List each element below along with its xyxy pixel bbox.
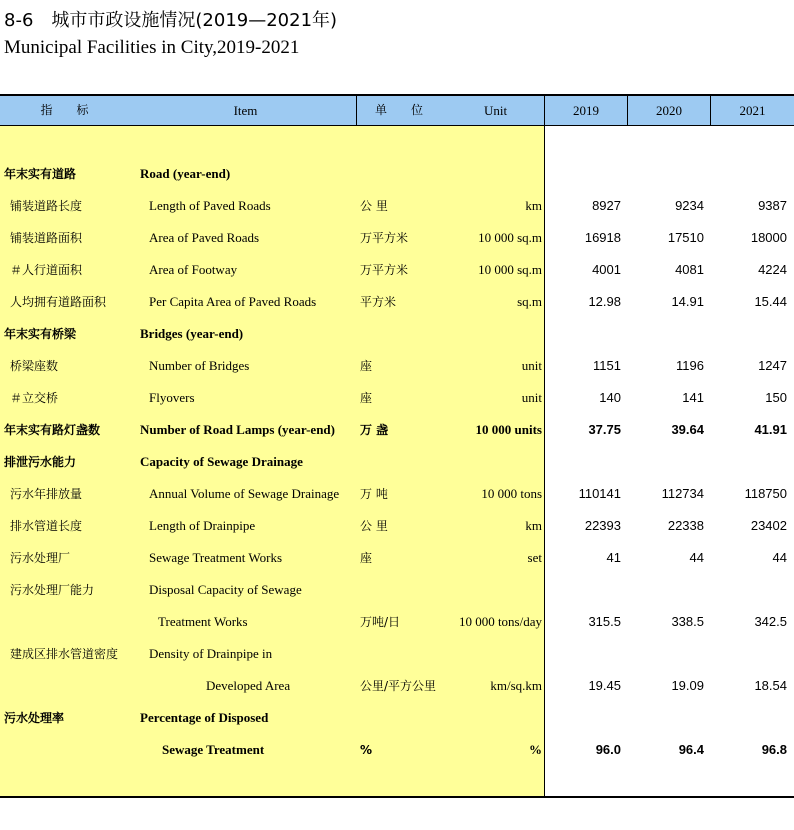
row-value-2019: 37.75 [588,422,621,437]
row-value-2020 [628,574,704,606]
row-label-en: Area of Paved Roads [149,230,260,245]
row-unit-cn: 平方米 [360,295,397,309]
row-unit-en: % [529,742,542,757]
table-row [0,606,794,638]
header-divider [544,96,545,125]
table-row [0,638,794,670]
row-value-2019 [545,158,621,190]
row-label-en: Treatment Works [158,614,248,629]
row-unit-cn: 座 [360,391,373,405]
row-unit-en [447,446,542,478]
row-value-2020: 44 [689,550,704,565]
row-label-cn: 铺装道路面积 [10,231,83,245]
row-label-en: Road (year-end) [140,166,231,181]
title-chinese: 8-6 城市市政设施情况(2019—2021年) [4,10,338,31]
table-row [0,382,794,414]
row-label-cn: 污水年排放量 [10,487,83,501]
row-unit-en: km [525,518,542,533]
row-unit-en [447,318,542,350]
row-value-2019: 41 [606,550,621,565]
row-label-en: Per Capita Area of Paved Roads [149,294,317,309]
row-value-2019: 16918 [584,230,621,245]
table-row [0,574,794,606]
row-value-2021: 118750 [744,486,787,501]
table-bottom-rule [0,796,794,798]
row-value-2020 [628,158,704,190]
row-label-en: Density of Drainpipe in [149,646,273,661]
row-unit-en: 10 000 units [475,422,542,437]
row-label-en: Flyovers [149,390,195,405]
header-indicator-cn: 指 标 [40,103,95,117]
row-unit-cn: 座 [360,551,373,565]
header-unit-en: Unit [483,103,508,118]
row-value-2021 [711,158,787,190]
row-value-2020: 39.64 [671,422,704,437]
row-label-cn: 污水处理厂能力 [10,583,95,597]
row-unit-en: set [527,550,542,565]
row-label-cn: 排泄污水能力 [4,455,77,469]
row-value-2019 [545,446,621,478]
row-value-2020: 19.09 [671,678,704,693]
row-label-en: Percentage of Disposed [140,710,269,725]
row-value-2021 [711,318,787,350]
row-unit-en: km/sq.km [490,678,542,693]
row-value-2019: 1151 [593,358,621,373]
row-value-2021 [711,446,787,478]
row-unit-cn: 公 里 [360,199,388,213]
row-label-en: Sewage Treatment Works [149,550,283,565]
row-value-2020: 338.5 [671,614,704,629]
row-value-2021 [711,574,787,606]
row-label-en: Sewage Treatment [162,742,265,757]
row-unit-en [447,158,542,190]
row-value-2021: 44 [772,550,787,565]
header-unit-cn: 单 位 [374,103,429,117]
table-row [0,158,794,190]
row-unit-en: unit [521,358,542,373]
row-unit-cn: 万平方米 [360,231,409,245]
row-label-cn: 铺装道路长度 [10,199,83,213]
row-unit-en [447,638,542,670]
row-value-2021: 342.5 [754,614,787,629]
title-english: Municipal Facilities in City,2019-2021 [4,37,300,58]
row-unit-en: 10 000 sq.m [478,262,542,277]
table-row [0,446,794,478]
row-value-2020: 4081 [675,262,704,277]
row-value-2019: 96.0 [595,742,621,757]
row-value-2021: 96.8 [761,742,787,757]
table-row [0,286,794,318]
row-value-2021 [711,702,787,734]
row-label-en: Disposal Capacity of Sewage [149,582,302,597]
table-row [0,478,794,510]
row-unit-cn: 万平方米 [360,263,409,277]
row-label-en: Number of Bridges [149,358,250,373]
row-value-2019: 19.45 [588,678,621,693]
row-value-2021: 1247 [758,358,787,373]
row-label-en: Number of Road Lamps (year-end) [140,422,335,437]
row-value-2021: 41.91 [754,422,787,437]
row-label-cn: 年末实有路灯盏数 [4,423,101,437]
row-label-en: Annual Volume of Sewage Drainage [149,486,340,501]
row-label-cn: 人均拥有道路面积 [10,295,107,309]
table-row [0,414,794,446]
table-row [0,318,794,350]
row-value-2020: 1196 [676,358,704,373]
row-unit-en: sq.m [517,294,542,309]
row-value-2019: 4001 [592,262,621,277]
row-unit-cn: 万 吨 [360,487,388,501]
row-unit-cn: 座 [360,359,373,373]
row-label-cn: 桥梁座数 [10,359,59,373]
row-label-en: Length of Paved Roads [149,198,271,213]
row-value-2021: 9387 [758,198,787,213]
row-value-2019: 8927 [592,198,621,213]
table-row [0,734,794,766]
row-label-cn: 年末实有桥梁 [4,327,77,341]
row-value-2020: 141 [682,390,704,405]
row-value-2019: 315.5 [588,614,621,629]
header-year-2021: 2021 [739,103,766,118]
row-value-2019: 22393 [584,518,621,533]
row-value-2019 [545,574,621,606]
header-divider [356,96,357,125]
header-item-en: Item [233,103,258,118]
row-value-2021 [711,638,787,670]
row-label-cn: 污水处理厂 [10,551,71,565]
row-unit-en [447,702,542,734]
row-value-2019: 12.98 [588,294,621,309]
row-label-cn: 建成区排水管道密度 [10,647,119,661]
row-value-2019: 110141 [578,486,621,501]
row-unit-cn: % [360,743,373,757]
row-label-cn: 污水处理率 [4,711,65,725]
row-unit-en [447,574,542,606]
row-value-2020 [628,702,704,734]
row-label-en: Developed Area [206,678,291,693]
row-value-2020: 14.91 [671,294,704,309]
row-label-en: Length of Drainpipe [149,518,256,533]
table-row [0,350,794,382]
row-value-2019 [545,638,621,670]
row-value-2021: 15.44 [754,294,787,309]
row-value-2020 [628,446,704,478]
row-value-2021: 4224 [758,262,787,277]
row-value-2019: 140 [599,390,621,405]
table-row [0,254,794,286]
row-value-2020: 22338 [667,518,704,533]
row-value-2021: 150 [765,390,787,405]
row-value-2020: 17510 [667,230,704,245]
row-unit-cn: 万吨/日 [360,615,401,629]
row-value-2020 [628,318,704,350]
table-row [0,190,794,222]
row-unit-cn: 公里/平方公里 [360,679,437,693]
row-value-2020: 96.4 [678,742,704,757]
table-row [0,670,794,702]
row-value-2021: 18.54 [754,678,787,693]
row-label-cn: 年末实有道路 [4,167,77,181]
row-unit-en: km [525,198,542,213]
table-row [0,542,794,574]
row-value-2019 [545,318,621,350]
row-label-en: Area of Footway [149,262,238,277]
row-label-cn: ＃人行道面积 [10,263,83,277]
row-value-2020 [628,638,704,670]
row-label-en: Capacity of Sewage Drainage [140,454,303,469]
row-value-2019 [545,702,621,734]
row-label-cn: ＃立交桥 [10,391,59,405]
row-unit-cn: 公 里 [360,519,388,533]
row-unit-cn: 万 盏 [360,423,389,437]
row-unit-en: 10 000 sq.m [478,230,542,245]
table-row [0,510,794,542]
row-label-cn: 排水管道长度 [10,519,83,533]
row-value-2021: 18000 [750,230,787,245]
table-row [0,222,794,254]
row-value-2020: 9234 [675,198,704,213]
row-value-2021: 23402 [750,518,787,533]
row-label-en: Bridges (year-end) [140,326,244,341]
header-year-2019: 2019 [573,103,599,118]
row-unit-en: unit [521,390,542,405]
table-row [0,702,794,734]
header-year-2020: 2020 [656,103,682,118]
header-divider [710,96,711,125]
header-divider [627,96,628,125]
row-unit-en: 10 000 tons [481,486,542,501]
row-unit-en: 10 000 tons/day [458,614,542,629]
row-value-2020: 112734 [661,486,704,501]
